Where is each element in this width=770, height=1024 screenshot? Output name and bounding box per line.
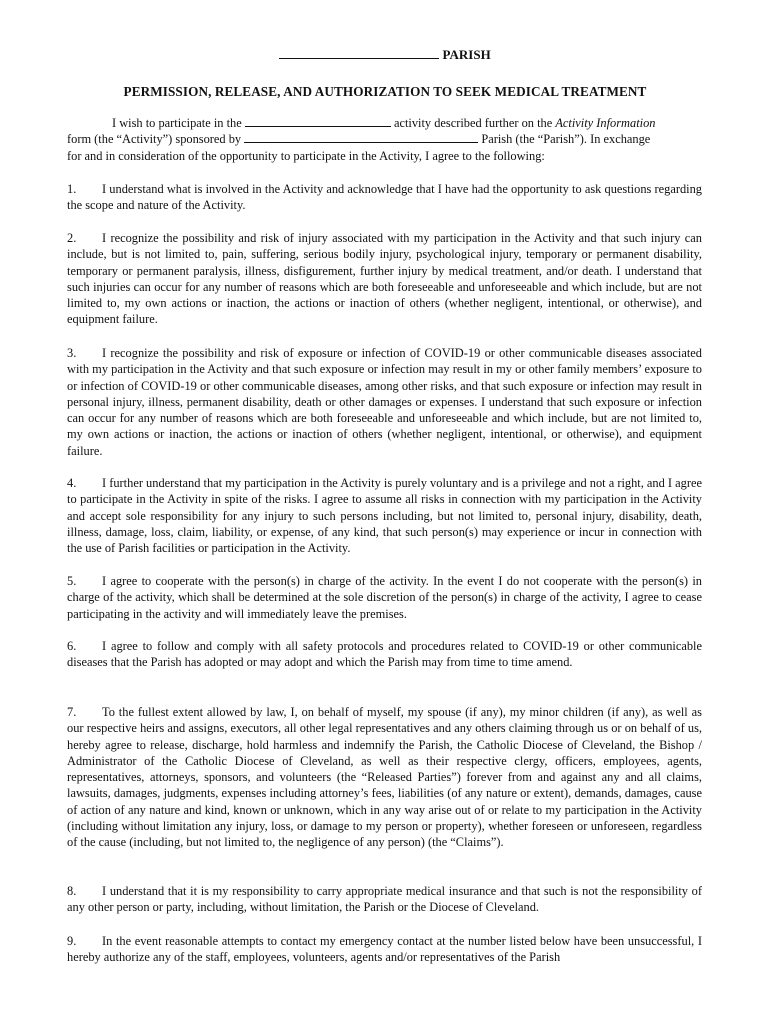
clause-4	[67, 475, 702, 556]
clause-number: 9.	[67, 934, 77, 948]
document-title: PERMISSION, RELEASE, AND AUTHORIZATION TO SEEK MEDICAL TREATMENT	[123, 84, 647, 99]
activity-name-blank[interactable]	[245, 115, 391, 127]
clause-text: I agree to cooperate with the person(s) in charge of the activity. In the event I do not cooperate with the person(s) in charge of the activity, which shall be determined at the sole discretion of the person(s) in charge of the activity, I agree to cease participating in the activity and will immediately leave the premises.	[67, 574, 702, 621]
clause-text: I further understand that my participation in the Activity is purely voluntary and is a privilege and not a right, and I agree to participate in the Activity in spite of the risks. I agree to assume all risks in connection with my participation in the Activity and accept sole responsibility for any injury to such persons including, but not limited to, personal injury, disability, death, illness, damage, loss, claim, liability, or expense, of any kind, that such person(s) may experience or incur in connection with the use of Parish facilities or participation in the Activity.	[67, 476, 702, 556]
clause-9	[67, 933, 702, 966]
clause-number: 7.	[67, 705, 77, 719]
intro-text-4: form (the “Activity”) sponsored by	[67, 132, 242, 147]
clause-text: I understand that it is my responsibility to carry appropriate medical insurance and that such is not the responsibility of any other person or party, including, without limitation, the Parish or the Diocese of Cleveland.	[67, 884, 702, 915]
intro-text-6: for and in consideration of the opportunity to participate in the Activity, I agree to the following:	[67, 148, 545, 163]
clause-number: 1.	[67, 182, 77, 196]
clause-number: 6.	[67, 639, 77, 653]
intro-text-5: Parish (the “Parish”). In exchange	[481, 132, 651, 147]
clause-number: 4.	[67, 476, 77, 490]
intro-text-italic: Activity Information	[555, 116, 656, 130]
clause-number: 8.	[67, 884, 77, 898]
parish-name-blank[interactable]	[279, 47, 439, 59]
clause-number: 5.	[67, 574, 77, 588]
clause-text: I recognize the possibility and risk of exposure or infection of COVID-19 or other communicable diseases associated with my participation in the Activity and that such exposure or infection may result in my or other family members’ exposure to or infection of COVID-19 or other communicable diseases, among other risks, and that such exposure or infection may result in personal injury, illness, permanent disability, death or other damages or expenses. I understand that such exposure or infection can occur for any number of reasons which are both foreseeable and unforeseeable and which include, but are not limited to, my own actions or inaction, the actions or inaction of others (whether negligent, intentional, or otherwise), and equipment failure.	[67, 346, 702, 458]
intro-text-2: activity described further on the	[393, 116, 553, 130]
clause-text: In the event reasonable attempts to contact my emergency contact at the number listed below have been unsuccessful, I hereby authorize any of the staff, employees, volunteers, agents and/or representatives of the Parish	[67, 934, 702, 965]
clause-2	[67, 230, 702, 328]
clause-6	[67, 638, 702, 671]
clause-text: I understand what is involved in the Activity and acknowledge that I have had the opportunity to ask questions regarding the scope and nature of the Activity.	[67, 182, 702, 213]
parish-heading	[0, 47, 770, 63]
clause-text: To the fullest extent allowed by law, I, on behalf of myself, my spouse (if any), my minor children (if any), as well as our respective heirs and assigns, executors, all other legal representatives and any others claiming through us or on behalf of us, hereby agree to release, discharge, hold harmless and indemnify the Parish, the Catholic Diocese of Cleveland, the Bishop / Administrator of the Catholic Diocese of Cleveland, as well as their respective clergy, officers, employees, agents, representatives, attorneys, sponsors, and volunteers (the “Released Parties”) forever from and against any and all claims, lawsuits, damages, judgments, expenses including attorney’s fees, liabilities (of any nature or extent), demands, damages, cause of action of any nature and kind, known or unknown, which in any way arise out of or relate to my participation in the Activity (including without limitation any injury, loss, or damage to my person or property), whether foreseen or unforeseen, regardless of the cause (including, but not limited to, the negligence of any person) (the “Claims”).	[67, 705, 702, 850]
clause-text: I recognize the possibility and risk of injury associated with my participation in the Activity and that such injury can include, but is not limited to, pain, suffering, serious bodily injury, psychological injury, temporary or permanent disability, temporary or permanent paralysis, illness, disfigurement, further injury by medical treatment, and/or death. I understand that such injuries can occur for any number of reasons which are both foreseeable and unforeseeable and which include, but are not limited to, my own actions or inaction, the actions or inaction of others (whether negligent, intentional, or otherwise), and equipment failure.	[67, 231, 702, 327]
clause-1	[67, 181, 702, 214]
clause-3	[67, 345, 702, 459]
parish-label: PARISH	[442, 47, 491, 62]
clause-7	[67, 704, 702, 851]
clause-8	[67, 883, 702, 916]
clause-number: 3.	[67, 346, 77, 360]
clause-5	[67, 573, 702, 622]
clause-text: I agree to follow and comply with all safety protocols and procedures related to COVID-19 or other communicable diseases that the Parish has adopted or may adopt and which the Parish may from time to time amend.	[67, 639, 702, 670]
clause-number: 2.	[67, 231, 77, 245]
intro-paragraph	[67, 115, 702, 164]
sponsor-blank[interactable]	[244, 131, 478, 143]
intro-text-1: I wish to participate in the	[112, 116, 242, 130]
